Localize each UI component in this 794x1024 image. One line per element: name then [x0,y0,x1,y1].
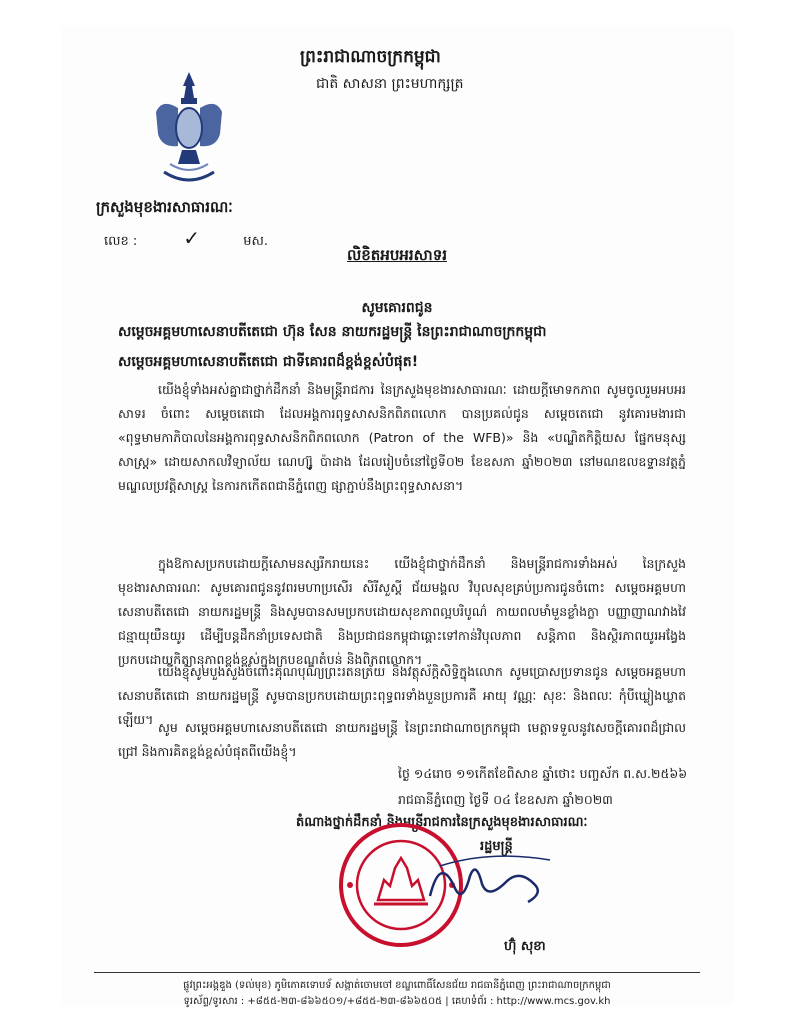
solar-date: រាជធានីភ្នំពេញ ថ្ងៃទី ០៤ ខែឧសភា ឆ្នាំ២០២៣ [398,792,613,807]
handwritten-signature-icon [410,846,560,916]
addressee-line-1: សម្តេចអគ្គមហាសេនាបតីតេជោ ហ៊ុន សែន នាយករដ្ឋមន្ត្រី នៃព្រះរាជាណាចក្រកម្ពុជា [118,324,547,340]
ministry-name: ក្រសួងមុខងារសាធារណៈ [96,198,233,216]
kingdom-title: ព្រះរាជាណាចក្រកម្ពុជា [300,47,441,67]
body-paragraph: សូម សម្តេចអគ្គមហាសេនាបតីតេជោ នាយករដ្ឋមន្ត្រី នៃព្រះរាជាណាចក្រកម្ពុជា មេត្តាទទួលនូវសេចក្ដីគោរពដ៏ជ្រាលជ្រៅ និងការគិតខ្ពង់ខ្ពស់បំផុតពីយើងខ្ញុំ។ [118,720,686,759]
body-paragraph: ក្នុងឱកាសប្រកបដោយក្ដីសោមនស្សរីករាយនេះ យើងខ្ញុំជាថ្នាក់ដឹកនាំ និងមន្ត្រីរាជការទាំងអស់ នៃក្រសួងមុខងារសាធារណៈ សូមគោរពជូននូវពរមហាប្រសើរ សិរីសួស្តី ជ័យមង្គល វិបុលសុខគ្រប់ប្រការជូនចំពោះ សម្តេចអគ្គមហាសេនាបតីតេជោ នាយករដ្ឋមន្ត្រី និងសូមបានសមប្រកបដោយសុខភាពល្អបរិបូណ៌ កាយពលមាំមួនខ្លាំងក្លា បញ្ញាញាណវាងវៃ ជន្មាយុយឺនយូរ ដើម្បីបន្តដឹកនាំប្រទេសជាតិ និងប្រជាជនកម្ពុជាឆ្ពោះទៅកាន់វិបុលភាព សន្តិភាព និងស្ថិរភាពយូរអង្វែង ប្រកបដោយកិត្យានុភាពខ្ពង់ខ្ពស់ក្នុងក្របខណ្ឌតំបន់ និងពិភពលោក។ [118,556,686,667]
national-motto: ជាតិ សាសនា ព្រះមហាក្សត្រ [316,76,464,92]
check-mark-icon: ✓ [183,226,201,250]
signatory-name: ហ៊ុំ សុខា [504,939,546,954]
signatory-position: រដ្ឋមន្ត្រី [480,839,513,854]
royal-emblem-icon [148,68,230,196]
lunar-date: ថ្ងៃ ១៤រោច ១១កើតខែពិសាខ ឆ្នាំថោះ បញ្ចស័ក ព.ស.២៥៦៦ [398,766,688,781]
reference-suffix: មស. [243,234,269,249]
footer-address: ផ្លូវព្រះអង្គឌួង (ទល់មុខ) ភូមិភោគទោបទ័ សង្កាត់ចោមចៅ ខណ្ឌពោធិ៍សែនជ័យ រាជធានីភ្នំពេញ ព្រះរាជាណាចក្រកម្ពុជា [183,980,611,991]
body-paragraph: យើងខ្ញុំសូមបួងសួងចំពោះគុណបុណ្យព្រះរតនត្រ័យ និងវត្ថុស័ក្ដិសិទ្ធិក្នុងលោក សូមប្រោសប្រទានជូន សម្តេចអគ្គមហាសេនាបតីតេជោ នាយករដ្ឋមន្ត្រី សូមបានប្រកបដោយព្រះពុទ្ធពរទាំងបួនប្រការគឺ អាយុ វណ្ណៈ សុខៈ និងពលៈ កុំបីឃ្លៀងឃ្លាតឡើយ។ [118,664,686,727]
footer-divider [94,972,700,973]
letter-title: លិខិតអបអរសាទរ [347,246,447,264]
salutation: សូមគោរពជូន [361,300,433,316]
signature-title: តំណាងថ្នាក់ដឹកនាំ និងមន្ត្រីរាជការនៃក្រសួងមុខងារសាធារណៈ [296,815,588,830]
footer-contact: ទូរស័ព្ទ/ទូរសារ : +៨៥៥-២៣-៨៦៦៥០១/+៨៥៥-២៣-៨៦៦៥០៥ | គេហទំព័រ : http://www.mcs.gov.kh [183,996,611,1007]
body-paragraph: យើងខ្ញុំទាំងអស់គ្នាជាថ្នាក់ដឹកនាំ និងមន្ត្រីរាជការ នៃក្រសួងមុខងារសាធារណៈ ដោយក្ដីមោទកភាព សូមចូលរួមអបអរសាទរ ចំពោះ សម្តេចតេជោ ដែលអង្គការពុទ្ធសាសនិកពិភពលោក បានប្រគល់ជូន សម្តេចតេជោ នូវគោរមងារជា «ពុទ្ធមាមកាភិបាលនៃអង្គការពុទ្ធសាសនិកពិភពលោក (Patron of the WFB)» និង «បណ្ឌិតកិត្តិយស ផ្នែកមនុស្សសាស្ត្រ» ដោយសាកលវិទ្យាល័យ ណេហ្ស៊ូ ប៉ាដាង ដែលរៀបចំនៅថ្ងៃទី០២ ខែឧសភា ឆ្នាំ២០២៣ នៅមណឌលឧទ្ទានវត្តភ្នំមណ្ឌលប្រវត្តិសាស្ត្រ នៃការកកើតពជានីភ្នំពេញ ផ្សាភ្ជាប់នឹងព្រះពុទ្ធសាសនា។ [118,382,686,493]
reference-label: លេខ : [104,234,138,249]
addressee-line-2: សម្តេចអគ្គមហាសេនាបតីតេជោ ជាទីគោរពដ៏ខ្ពង់ខ្ពស់បំផុត! [118,354,419,370]
